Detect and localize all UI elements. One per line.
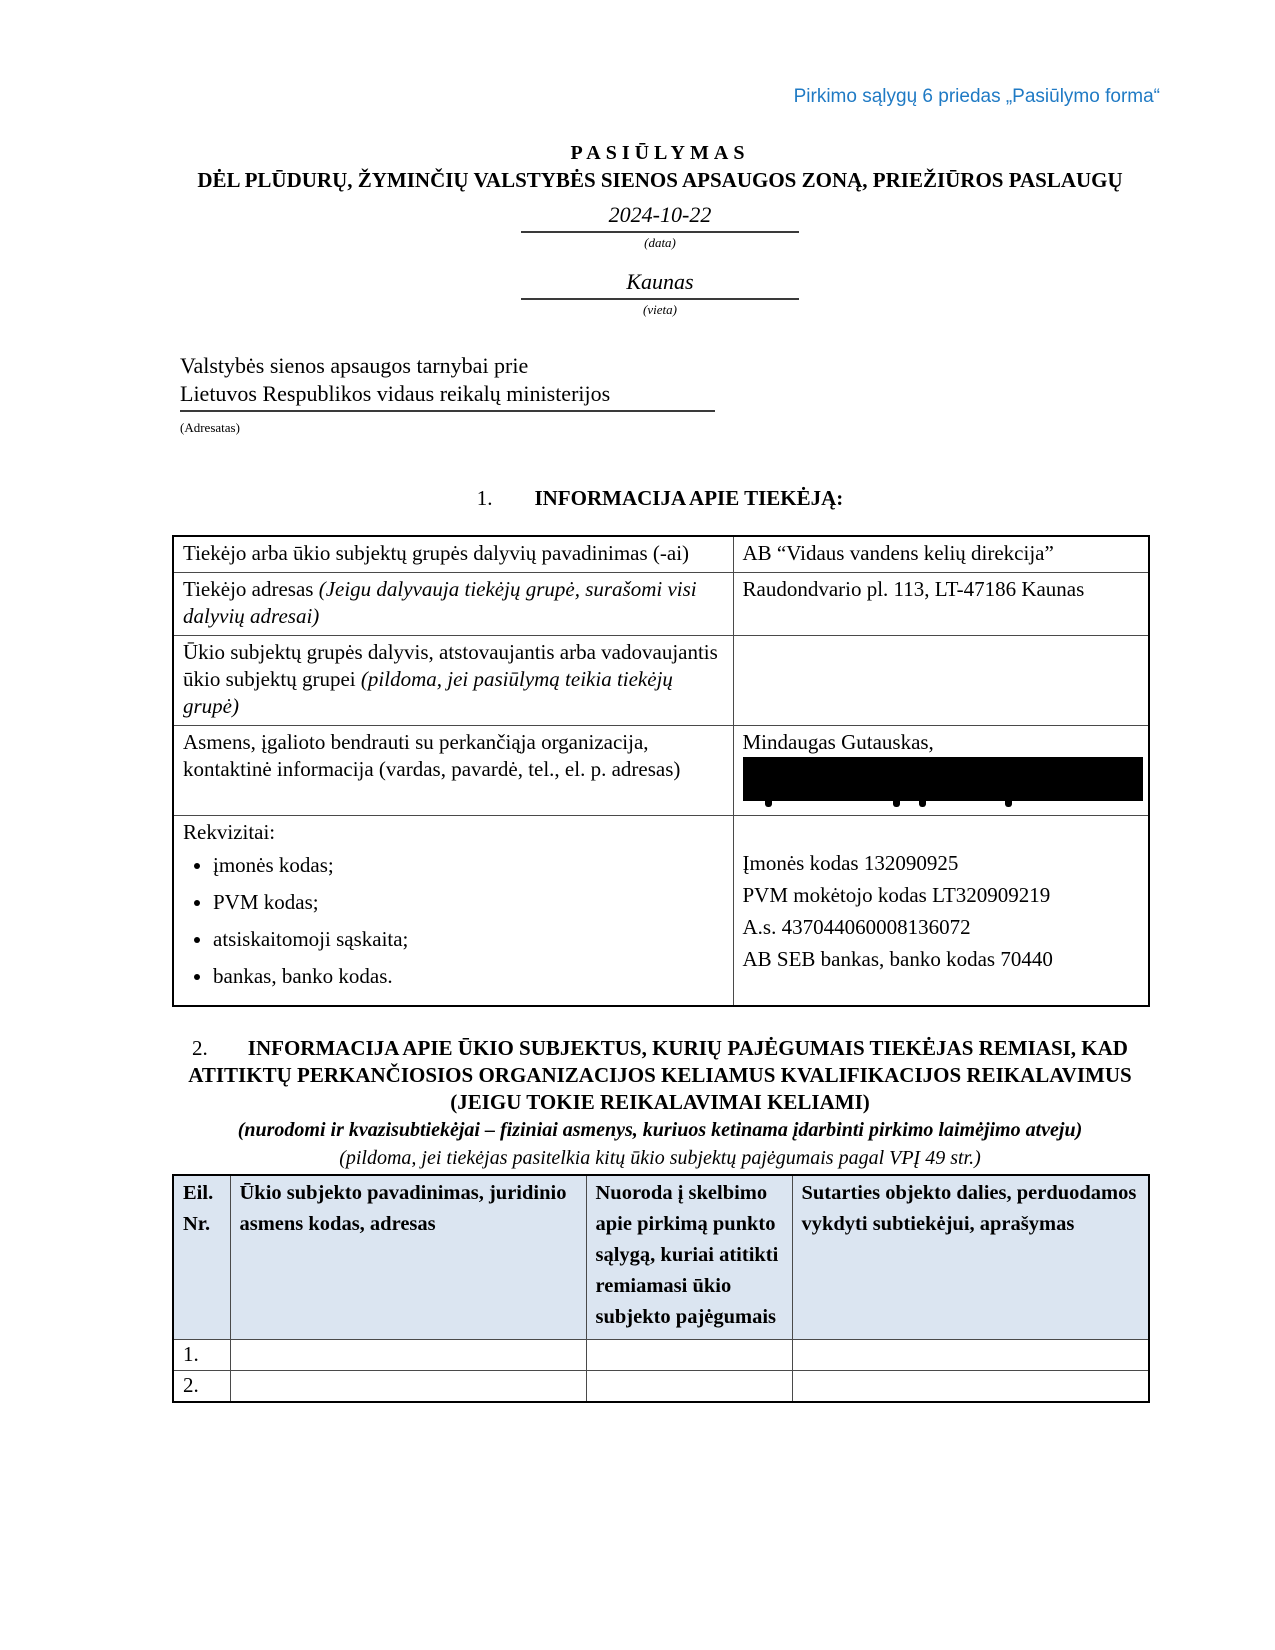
supplier-address-value: Raudondvario pl. 113, LT-47186 Kaunas bbox=[733, 573, 1149, 636]
requisites-label-cell bbox=[173, 816, 733, 1007]
addressee-line-1: Valstybės sienos apsaugos tarnybai prie bbox=[180, 353, 529, 378]
contact-person-name: Mindaugas Gutauskas, bbox=[742, 730, 934, 754]
table-row bbox=[173, 816, 1149, 1007]
col-header-notice-reference: Nuoroda į skelbimo apie pirkimą punkto sąlygą, kuriai atitikti remiamasi ūkio subjekto pajėgumais bbox=[586, 1175, 792, 1340]
empty-cell bbox=[586, 1340, 792, 1371]
section-1-title: INFORMACIJA APIE TIEKĖJĄ: bbox=[534, 486, 844, 510]
title-block bbox=[172, 142, 1148, 318]
list-item: • įmonės kodas; bbox=[213, 852, 724, 879]
section-2-heading bbox=[172, 1035, 1148, 1116]
vat-code: PVM mokėtojo kodas LT320909219 bbox=[742, 883, 1051, 907]
col-header-contract-part: Sutarties objekto dalies, perduodamos vykdyti subtiekėjui, aprašymas bbox=[792, 1175, 1149, 1340]
supplier-name-label: Tiekėjo arba ūkio subjektų grupės dalyvių pavadinimas (-ai) bbox=[173, 536, 733, 573]
addressee-block bbox=[180, 352, 1148, 442]
empty-cell bbox=[230, 1340, 586, 1371]
empty-cell bbox=[792, 1371, 1149, 1402]
row-number: 2. bbox=[173, 1371, 230, 1402]
subcontractors-table bbox=[172, 1174, 1150, 1403]
place-field bbox=[521, 269, 799, 318]
section-2-note-bold-italic: (nurodomi ir kvazisubtiekėjai – fiziniai asmenys, kuriuos ketinama įdarbinti pirkimo laimėjimo atveju) bbox=[237, 1119, 1083, 1141]
contact-person-value bbox=[733, 726, 1149, 816]
document-subtitle: DĖL PLŪDURŲ, ŽYMINČIŲ VALSTYBĖS SIENOS APSAUGOS ZONĄ, PRIEŽIŪROS PASLAUGŲ bbox=[197, 168, 1123, 192]
group-representative-label: Ūkio subjektų grupės dalyvis, atstovaujantis arba vadovaujantis ūkio subjektų grupei (pildoma, jei pasiūlymą teikia tiekėjų grupė) bbox=[173, 636, 733, 726]
list-item: • atsiskaitomoji sąskaita; bbox=[213, 926, 724, 953]
redaction-descenders bbox=[743, 801, 1140, 810]
col-header-eil-nr: Eil. Nr. bbox=[173, 1175, 230, 1340]
section-1-heading bbox=[172, 486, 1148, 511]
requisites-values bbox=[743, 847, 1140, 975]
table-row bbox=[173, 536, 1149, 573]
date-field bbox=[521, 202, 799, 251]
addressee-caption: (Adresatas) bbox=[180, 420, 240, 435]
place-caption: (vieta) bbox=[643, 302, 677, 317]
col-header-subject-name: Ūkio subjekto pavadinimas, juridinio asmens kodas, adresas bbox=[230, 1175, 586, 1340]
table-header-row bbox=[173, 1175, 1149, 1340]
empty-cell bbox=[230, 1371, 586, 1402]
table-row bbox=[173, 1371, 1149, 1402]
table-row bbox=[173, 636, 1149, 726]
contact-person-label: Asmens, įgalioto bendrauti su perkančiąja organizacija, kontaktinė informacija (vardas, pavardė, tel., el. p. adresas) bbox=[173, 726, 733, 816]
bank-name-code: AB SEB bankas, banko kodas 70440 bbox=[742, 947, 1053, 971]
supplier-address-label: Tiekėjo adresas (Jeigu dalyvauja tiekėjų grupė, surašomi visi dalyvių adresai) bbox=[173, 573, 733, 636]
table-row bbox=[173, 573, 1149, 636]
empty-cell bbox=[586, 1371, 792, 1402]
bank-account: A.s. 437044060008136072 bbox=[742, 915, 971, 939]
company-code: Įmonės kodas 132090925 bbox=[742, 851, 959, 875]
date-value: 2024-10-22 bbox=[521, 202, 799, 233]
requisites-bullet-list bbox=[213, 852, 724, 990]
row-number: 1. bbox=[173, 1340, 230, 1371]
requisites-value-cell bbox=[733, 816, 1149, 1007]
doc-reference-line: Pirkimo sąlygų 6 priedas „Pasiūlymo forma“ bbox=[793, 86, 1160, 107]
addressee-line-2: Lietuvos Respublikos vidaus reikalų ministerijos bbox=[180, 380, 715, 412]
empty-cell bbox=[792, 1340, 1149, 1371]
place-value: Kaunas bbox=[521, 269, 799, 300]
list-item: • bankas, banko kodas. bbox=[213, 963, 724, 990]
group-representative-value bbox=[733, 636, 1149, 726]
section-2-note-italic: (pildoma, jei tiekėjas pasitelkia kitų ūkio subjektų pajėgumais pagal VPĮ 49 str.) bbox=[339, 1147, 981, 1169]
section-2-number: 2. bbox=[192, 1036, 208, 1060]
section-2-title: INFORMACIJA APIE ŪKIO SUBJEKTUS, KURIŲ PAJĖGUMAIS TIEKĖJAS REMIASI, KAD ATITIKTŲ PERKANČIOSIOS ORGANIZACIJOS KELIAMUS KVALIFIKACIJOS REIKALAVIMUS (JEIGU TOKIE REIKALAVIMAI KELIAMI) bbox=[188, 1036, 1132, 1114]
supplier-info-table bbox=[172, 535, 1150, 1007]
supplier-name-value: AB “Vidaus vandens kelių direkcija” bbox=[733, 536, 1149, 573]
section-1-number: 1. bbox=[476, 486, 493, 510]
redacted-contact-info bbox=[743, 757, 1143, 801]
table-row bbox=[173, 1340, 1149, 1371]
date-caption: (data) bbox=[644, 235, 676, 250]
table-row bbox=[173, 726, 1149, 816]
document-content bbox=[172, 0, 1160, 1403]
document-title: PASIŪLYMAS bbox=[570, 142, 750, 164]
requisites-label: Rekvizitai: bbox=[183, 820, 276, 844]
list-item: • PVM kodas; bbox=[213, 889, 724, 916]
